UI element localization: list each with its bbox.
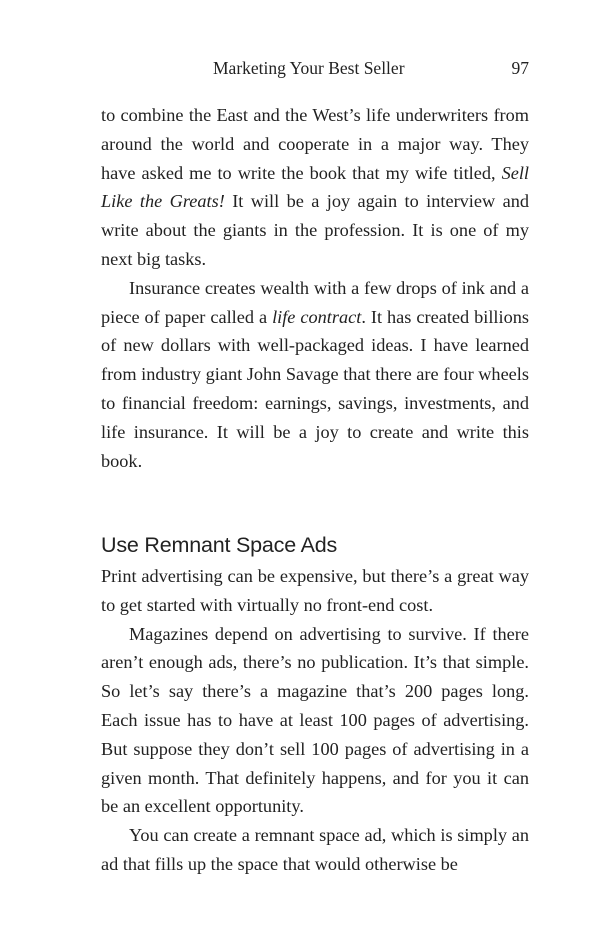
paragraph-magazines: Magazines depend on advertising to survive. If there aren’t enough ads, there’s no publication. It’s that simple. So let’s say there’s a magazine that’s 200 pages long. Each issue has to have at least 100 pages of advertising. But suppose they don’t sell 100 pages of advertising in a given month. That definitely happens, and for you it can be an excellent opportunity. [101, 623, 529, 817]
running-title: Marketing Your Best Seller [213, 58, 405, 78]
section-heading: Use Remnant Space Ads [101, 533, 338, 557]
section-one-body [101, 101, 529, 475]
paragraph-insurance [101, 274, 529, 476]
running-header [101, 56, 529, 80]
paragraph-continued [101, 101, 529, 274]
paragraph-intro: Print advertising can be expensive, but there’s a great way to get started with virtually no front-end cost. [101, 566, 529, 615]
paragraph-text: . It has created billions of new dollars with well-packaged ideas. I have learned from industry giant John Savage that there are four wheels to financial freedom: earnings, savings, investments, and life insurance. It will be a joy to create and write this book. [101, 306, 529, 471]
book-title-italic: Sell Like the Greats! [101, 162, 529, 212]
paragraph-text: It will be a joy again to interview and write about the giants in the profession. It is one of my next big tasks. [101, 191, 529, 269]
paragraph-remnant-ad: You can create a remnant space ad, which is simply an ad that fills up the space that would otherwise be [101, 825, 529, 874]
paragraph-text: Insurance creates wealth with a few drops of ink and a piece of paper called a [101, 277, 529, 327]
paragraph-text: to combine the East and the West’s life underwriters from around the world and cooperate in a major way. They have asked me to write the book that my wife titled, [101, 105, 529, 183]
term-italic: life contract [272, 306, 362, 327]
page-number: 97 [511, 58, 529, 78]
section-two-body [101, 562, 529, 879]
